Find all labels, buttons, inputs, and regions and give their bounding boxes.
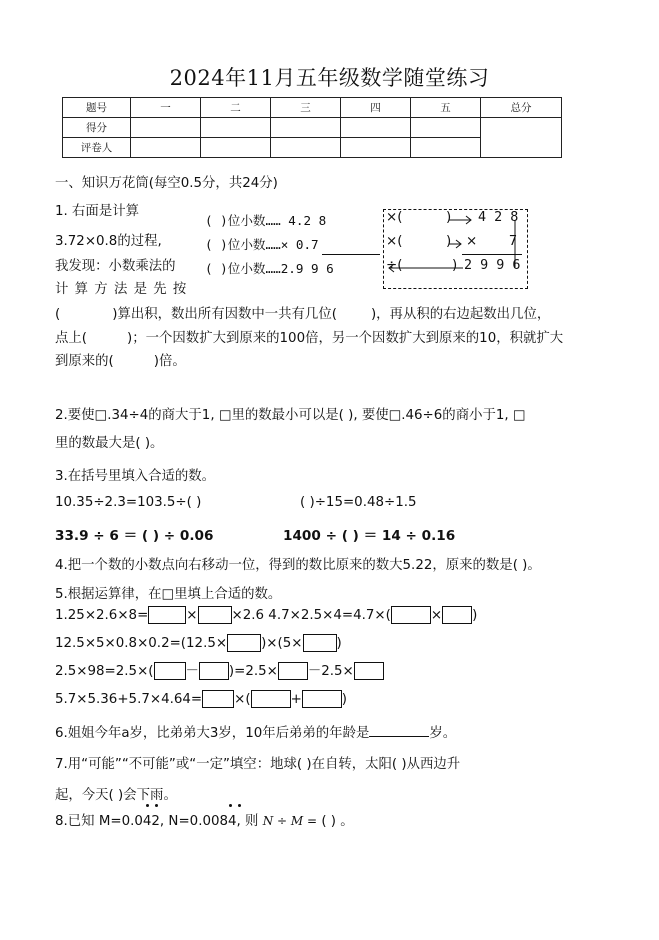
q1-line5c: )，再从积的右边起数出几位， bbox=[370, 307, 551, 322]
calc-num1: 4 2 8 bbox=[478, 210, 519, 225]
calc-num3: 2 9 9 6 bbox=[464, 258, 521, 273]
q1-line4: 计 算 方 法 是 先 按 bbox=[55, 282, 188, 297]
calc-left-rule bbox=[322, 254, 380, 255]
total-score-cell[interactable] bbox=[481, 118, 562, 158]
score-header-cell: 一 bbox=[131, 98, 201, 118]
q7-line2: 起，今天( )会下雨。 bbox=[55, 788, 177, 803]
calc-num2: 7 bbox=[509, 234, 518, 249]
answer-box[interactable] bbox=[391, 606, 431, 624]
score-header-cell: 二 bbox=[201, 98, 271, 118]
q1-line6b: )；一个因数扩大到原来的100倍，另一个因数扩大到原来的10，积就扩大 bbox=[127, 331, 564, 346]
calc-left-row1: ( )位小数…… 4.2 8 bbox=[205, 213, 327, 228]
q5-row2: 12.5×5×0.8×0.2=(12.5× )×(5× ) bbox=[55, 636, 342, 651]
q5-heading: 5.根据运算律，在□里填上合适的数。 bbox=[55, 587, 282, 602]
q4-text: 4.把一个数的小数点向右移动一位，得到的数比原来的数大5.22，原来的数是( )。 bbox=[55, 558, 541, 573]
q7-line1: 7.用“可能”“不可能”或“一定”填空：地球( )在自转，太阳( )从西边升 bbox=[55, 757, 461, 772]
q1-line7a: 到原来的( bbox=[55, 354, 114, 369]
q1-line5a: ( bbox=[55, 307, 61, 322]
calc-left-row3: ( )位小数……2.9 9 6 bbox=[205, 261, 334, 276]
answer-blank[interactable] bbox=[369, 723, 429, 737]
q3-b: ( )÷15=0.48÷1.5 bbox=[300, 495, 417, 510]
q1-line6a: 点上( bbox=[55, 331, 88, 346]
page-title: 2024年11月五年级数学随堂练习 bbox=[169, 66, 490, 90]
repeat-dot bbox=[229, 804, 232, 807]
calc-close2: ) bbox=[446, 234, 452, 249]
score-header-cell: 总分 bbox=[481, 98, 562, 118]
repeat-dot bbox=[146, 804, 149, 807]
q5-row3: 2.5×98=2.5×( － )=2.5× －2.5× bbox=[55, 662, 384, 682]
calc-left-row2: ( )位小数……× 0.7 bbox=[205, 237, 319, 252]
grader-cell[interactable] bbox=[411, 138, 481, 158]
score-header-cell: 五 bbox=[411, 98, 481, 118]
q3-d: 1400 ÷ ( ) ＝ 14 ÷ 0.16 bbox=[283, 528, 456, 544]
q2-line2: 里的数最大是( )。 bbox=[55, 436, 164, 451]
answer-box[interactable] bbox=[154, 662, 186, 680]
q1-line3: 我发现：小数乘法的 bbox=[55, 259, 176, 274]
calc-arrows bbox=[383, 209, 526, 287]
calc-op3: ÷( bbox=[386, 258, 403, 273]
q1-line2: 3.72×0.8的过程, bbox=[55, 234, 162, 249]
q1-line1: 1. 右面是计算 bbox=[55, 204, 139, 219]
q3-a: 10.35÷2.3=103.5÷( ) bbox=[55, 495, 202, 510]
score-table bbox=[62, 97, 562, 158]
score-cell[interactable] bbox=[131, 118, 201, 138]
section-heading: 一、知识万花筒(每空0.5分，共24分) bbox=[55, 176, 278, 191]
score-row-label: 得分 bbox=[63, 118, 131, 138]
score-cell[interactable] bbox=[201, 118, 271, 138]
q1-line7b: )倍。 bbox=[153, 354, 186, 369]
answer-box[interactable] bbox=[354, 662, 384, 680]
calc-mul: × bbox=[466, 234, 478, 249]
calc-close3: ) bbox=[452, 258, 458, 273]
score-cell[interactable] bbox=[271, 118, 341, 138]
answer-box[interactable] bbox=[442, 606, 472, 624]
q5-row1: 1.25×2.6×8= × ×2.6 4.7×2.5×4=4.7×( × ) bbox=[55, 608, 478, 623]
score-header-cell: 三 bbox=[271, 98, 341, 118]
score-header-cell: 四 bbox=[341, 98, 411, 118]
q8-expr: N ÷ M = bbox=[262, 814, 318, 828]
answer-box[interactable] bbox=[303, 634, 337, 652]
answer-box[interactable] bbox=[198, 606, 232, 624]
q3-heading: 3.在括号里填入合适的数。 bbox=[55, 469, 216, 484]
q1-line5b: )算出积，数出所有因数中一共有几位( bbox=[112, 307, 337, 322]
grader-cell[interactable] bbox=[131, 138, 201, 158]
q3-c: 33.9 ÷ 6 ＝ ( ) ÷ 0.06 bbox=[55, 528, 214, 544]
repeat-dot bbox=[238, 804, 241, 807]
q6-text: 6.姐姐今年a岁，比弟弟大3岁，10年后弟弟的年龄是 bbox=[55, 726, 370, 741]
score-row-label: 评卷人 bbox=[63, 138, 131, 158]
grader-cell[interactable] bbox=[341, 138, 411, 158]
score-cell[interactable] bbox=[411, 118, 481, 138]
calc-op1: ×( bbox=[386, 210, 403, 225]
q5-row4: 5.7×5.36+5.7×4.64= ×( + ) bbox=[55, 692, 348, 707]
grader-cell[interactable] bbox=[201, 138, 271, 158]
q2-line1: 2.要使□.34÷4的商大于1, □里的数最小可以是( ), 要使□.46÷6的商小于1, □ bbox=[55, 408, 526, 423]
score-header-cell: 题号 bbox=[63, 98, 131, 118]
answer-box[interactable] bbox=[148, 606, 186, 624]
answer-box[interactable] bbox=[202, 690, 234, 708]
answer-box[interactable] bbox=[227, 634, 261, 652]
calc-op2: ×( bbox=[386, 234, 403, 249]
grader-cell[interactable] bbox=[271, 138, 341, 158]
repeat-dot bbox=[155, 804, 158, 807]
score-cell[interactable] bbox=[341, 118, 411, 138]
answer-box[interactable] bbox=[199, 662, 229, 680]
answer-box[interactable] bbox=[302, 690, 342, 708]
q8-blank[interactable]: ( ) 。 bbox=[321, 814, 354, 829]
q8-text: 8.已知 M=0.042, N=0.0084, 则 bbox=[55, 814, 259, 829]
calc-close1: ) bbox=[446, 210, 452, 225]
answer-box[interactable] bbox=[251, 690, 291, 708]
q6-unit: 岁。 bbox=[429, 726, 457, 741]
answer-box[interactable] bbox=[278, 662, 308, 680]
